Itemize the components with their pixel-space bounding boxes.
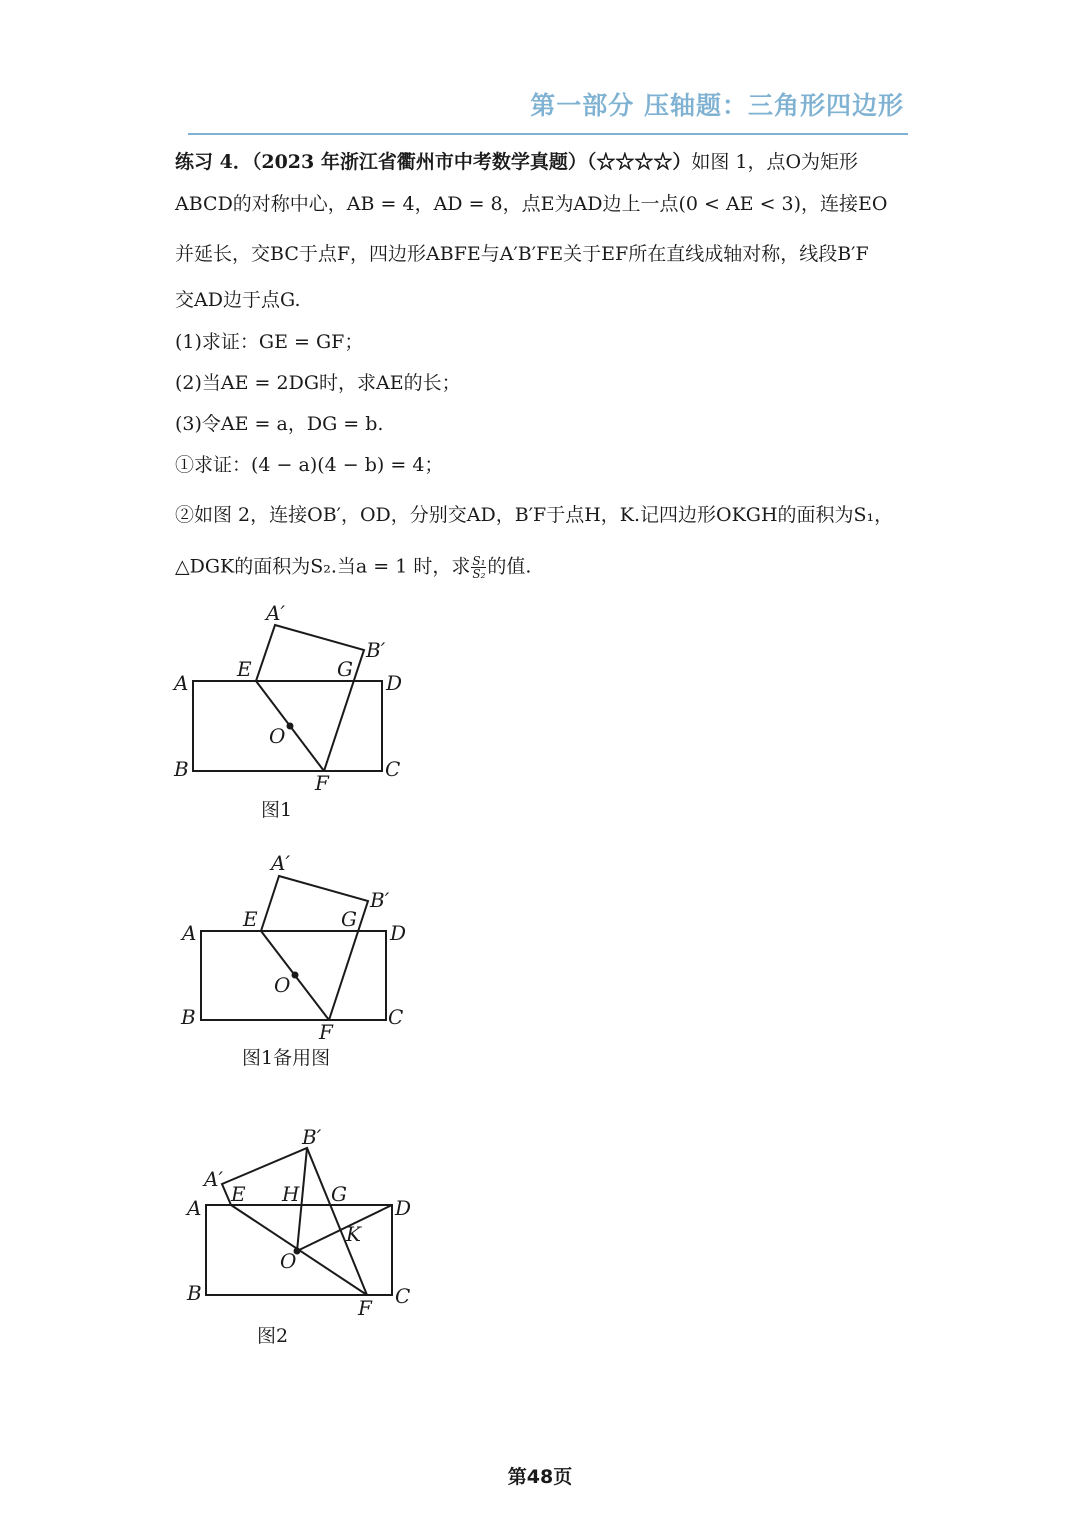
label-a: A <box>174 671 189 695</box>
figure-2-caption: 图2 <box>257 1325 289 1347</box>
label-a-prime: A′ <box>271 851 290 875</box>
label-c: C <box>388 1005 404 1029</box>
label-e: E <box>231 1182 246 1206</box>
figure-1-caption: 图1 <box>261 799 293 821</box>
label-e: E <box>237 657 252 681</box>
label-b-prime: B′ <box>366 638 386 662</box>
problem-line-3: 并延长，交BC于点F，四边形ABFE与A′B′FE关于EF所在直线成轴对称，线段B′F <box>175 243 869 265</box>
label-f: F <box>315 771 329 795</box>
problem-line-4: 交AD边于点G. <box>175 289 301 311</box>
problem-label: 练习 4． <box>175 151 252 173</box>
label-c: C <box>395 1284 411 1308</box>
label-d: D <box>390 921 407 945</box>
label-f: F <box>319 1020 333 1044</box>
label-o: O <box>269 724 286 748</box>
label-a: A <box>187 1196 202 1220</box>
page-number: 第48页 <box>507 1466 573 1488</box>
fraction-numerator: S₁ <box>472 554 486 568</box>
label-b: B <box>187 1281 202 1305</box>
label-k: K <box>346 1222 361 1246</box>
label-o: O <box>280 1249 297 1273</box>
label-g: G <box>337 657 353 681</box>
label-d: D <box>395 1196 412 1220</box>
label-o: O <box>274 973 291 997</box>
label-g: G <box>341 907 357 931</box>
line-od <box>297 1205 392 1251</box>
label-g: G <box>331 1182 347 1206</box>
question-1: (1)求证：GE = GF； <box>175 331 364 353</box>
label-b-prime: B′ <box>370 888 390 912</box>
section-title: 第一部分 压轴题：三角形四边形 <box>530 91 904 120</box>
question-2: (2)当AE = 2DG时，求AE的长； <box>175 372 461 394</box>
label-h: H <box>282 1182 300 1206</box>
label-b: B <box>174 757 189 781</box>
label-a-prime: A′ <box>266 601 285 625</box>
q3b-text-pre: △DGK的面积为S₂.当a = 1 时，求 <box>175 555 471 578</box>
question-3a: ①求证：(4 − a)(4 − b) = 4； <box>175 454 444 476</box>
q3b-text-post: 的值. <box>487 555 532 578</box>
label-b-prime: B′ <box>302 1125 322 1149</box>
figure-1-backup-caption: 图1备用图 <box>242 1047 331 1069</box>
problem-source: （2023 年浙江省衢州市中考数学真题）（☆☆☆☆） <box>251 151 692 173</box>
question-3: (3)令AE = a，DG = b. <box>175 413 384 435</box>
label-b: B <box>181 1005 196 1029</box>
label-d: D <box>386 671 403 695</box>
problem-line-2: ABCD的对称中心，AB = 4，AD = 8，点E为AD边上一点(0 < AE < 3)，连接EO <box>175 193 888 215</box>
label-e: E <box>243 907 258 931</box>
label-a-prime: A′ <box>204 1167 223 1191</box>
fraction-denominator: S₂ <box>472 567 486 581</box>
label-a: A <box>182 921 197 945</box>
label-f: F <box>358 1296 372 1320</box>
problem-line1-rest: 如图 1，点O为矩形 <box>691 151 859 173</box>
question-3b-line-1: ②如图 2，连接OB′，OD，分别交AD，B′F于点H，K.记四边形OKGH的面积为S₁， <box>175 504 894 526</box>
label-c: C <box>385 757 401 781</box>
